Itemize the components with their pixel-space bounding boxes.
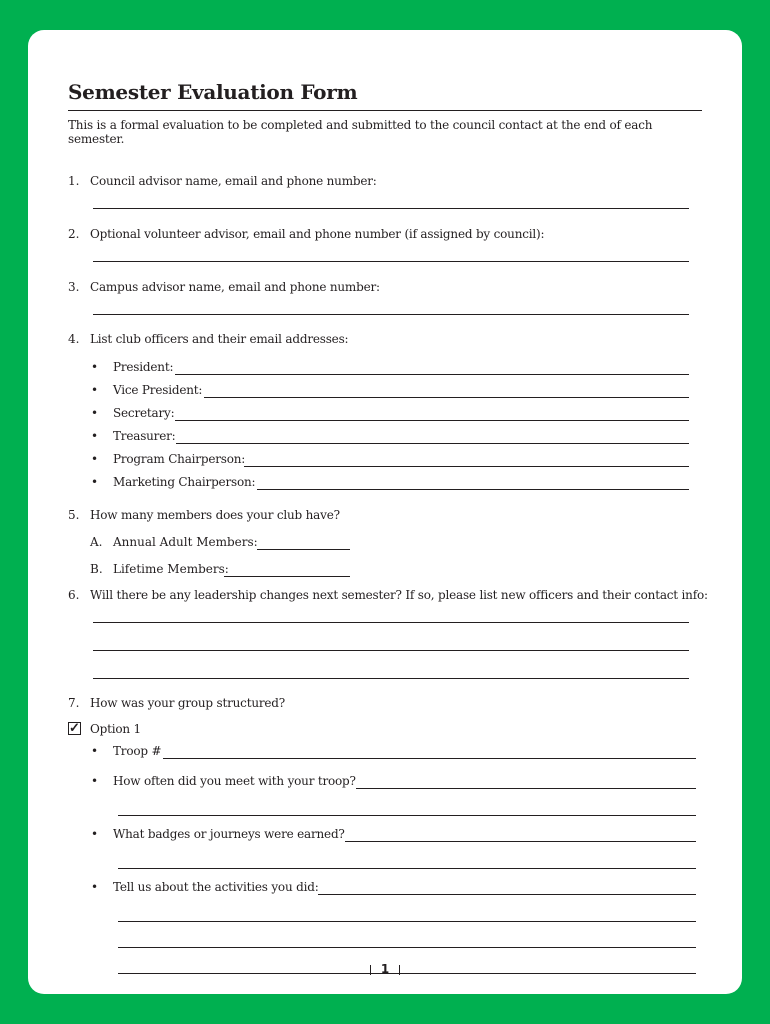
officer-row-president <box>68 360 702 383</box>
answer-line[interactable] <box>118 921 696 922</box>
question-4 <box>68 332 702 348</box>
intro-text: This is a formal evaluation to be completed and submitted to the council contact at the end of each semester. <box>68 118 653 146</box>
bullet: • <box>91 383 99 397</box>
answer-line[interactable] <box>176 443 689 444</box>
question-text: How many members does your club have? <box>90 508 340 522</box>
question-text: List club officers and their email addresses: <box>90 332 349 346</box>
question-6 <box>68 588 708 604</box>
officer-label: Vice President: <box>113 383 203 397</box>
bullet: • <box>91 406 99 420</box>
officer-row-secretary <box>68 406 702 429</box>
question-number: 1. <box>68 174 80 188</box>
bullet: • <box>91 360 99 374</box>
annual-members-line[interactable] <box>257 549 350 550</box>
sub-letter: B. <box>90 562 103 576</box>
answer-line[interactable] <box>93 622 689 624</box>
bullet: • <box>91 774 99 788</box>
answer-line[interactable] <box>175 420 689 421</box>
answer-line[interactable] <box>118 947 696 948</box>
badges-label: What badges or journeys were earned? <box>113 827 345 841</box>
meeting-frequency-row <box>68 774 702 827</box>
lifetime-members-row <box>68 562 702 589</box>
answer-line[interactable] <box>345 841 696 842</box>
badges-row <box>68 827 702 880</box>
officer-row-vice-president <box>68 383 702 406</box>
question-5 <box>68 508 702 524</box>
option-1-row <box>68 722 702 738</box>
officer-list <box>68 360 702 498</box>
question-number: 2. <box>68 227 80 241</box>
officer-label: Secretary: <box>113 406 175 420</box>
option-1-label: Option 1 <box>90 722 141 736</box>
page-number: 1 <box>380 962 390 976</box>
page-footer <box>28 962 742 976</box>
troop-number-label: Troop # <box>113 744 162 758</box>
answer-line[interactable] <box>163 758 696 759</box>
title-rule <box>68 110 702 111</box>
answer-line[interactable] <box>93 314 689 316</box>
answer-line[interactable] <box>118 815 696 816</box>
answer-line[interactable] <box>204 397 689 398</box>
bullet: • <box>91 880 99 894</box>
answer-line[interactable] <box>244 466 689 467</box>
question-number: 5. <box>68 508 80 522</box>
question-text: Will there be any leadership changes next semester? If so, please list new officers and their contact info: <box>90 588 708 602</box>
annual-members-label: Annual Adult Members: <box>113 535 258 549</box>
officer-label: Marketing Chairperson: <box>113 475 256 489</box>
question-3 <box>68 280 702 296</box>
form-page <box>28 30 742 994</box>
question-number: 7. <box>68 696 80 710</box>
question-7 <box>68 696 702 712</box>
bullet: • <box>91 475 99 489</box>
question-text: How was your group structured? <box>90 696 285 710</box>
sub-letter: A. <box>90 535 103 549</box>
officer-label: Treasurer: <box>113 429 176 443</box>
bullet: • <box>91 744 99 758</box>
question-text: Optional volunteer advisor, email and phone number (if assigned by council): <box>90 227 545 241</box>
answer-line[interactable] <box>318 894 696 895</box>
lifetime-members-label: Lifetime Members: <box>113 562 229 576</box>
meeting-frequency-label: How often did you meet with your troop? <box>113 774 356 788</box>
annual-members-row <box>68 535 702 562</box>
question-number: 6. <box>68 588 80 602</box>
officer-row-marketing-chairperson <box>68 475 702 498</box>
answer-line[interactable] <box>93 261 689 263</box>
answer-line[interactable] <box>356 788 696 789</box>
answer-line[interactable] <box>118 868 696 869</box>
answer-line[interactable] <box>257 489 689 490</box>
form-content <box>68 80 708 970</box>
lifetime-members-line[interactable] <box>224 576 350 577</box>
answer-line[interactable] <box>93 650 689 652</box>
question-text: Campus advisor name, email and phone number: <box>90 280 380 294</box>
question-number: 3. <box>68 280 80 294</box>
checkbox-checked-icon[interactable]: ✓ <box>69 721 80 736</box>
officer-row-treasurer <box>68 429 702 452</box>
bullet: • <box>91 429 99 443</box>
bullet: • <box>91 827 99 841</box>
answer-line[interactable] <box>93 208 689 210</box>
question-number: 4. <box>68 332 80 346</box>
activities-row <box>68 880 702 970</box>
footer-divider <box>399 965 400 975</box>
troop-number-row <box>68 744 702 774</box>
bullet: • <box>91 452 99 466</box>
answer-line[interactable] <box>175 374 689 375</box>
footer-divider <box>370 965 371 975</box>
option-1-details <box>68 744 702 970</box>
member-counts <box>68 535 702 589</box>
question-2 <box>68 227 702 243</box>
officer-row-program-chairperson <box>68 452 702 475</box>
officer-label: President: <box>113 360 174 374</box>
question-1 <box>68 174 702 190</box>
officer-label: Program Chairperson: <box>113 452 246 466</box>
answer-line[interactable] <box>93 678 689 680</box>
activities-label: Tell us about the activities you did: <box>113 880 319 894</box>
question-text: Council advisor name, email and phone number: <box>90 174 377 188</box>
form-title: Semester Evaluation Form <box>68 80 358 104</box>
